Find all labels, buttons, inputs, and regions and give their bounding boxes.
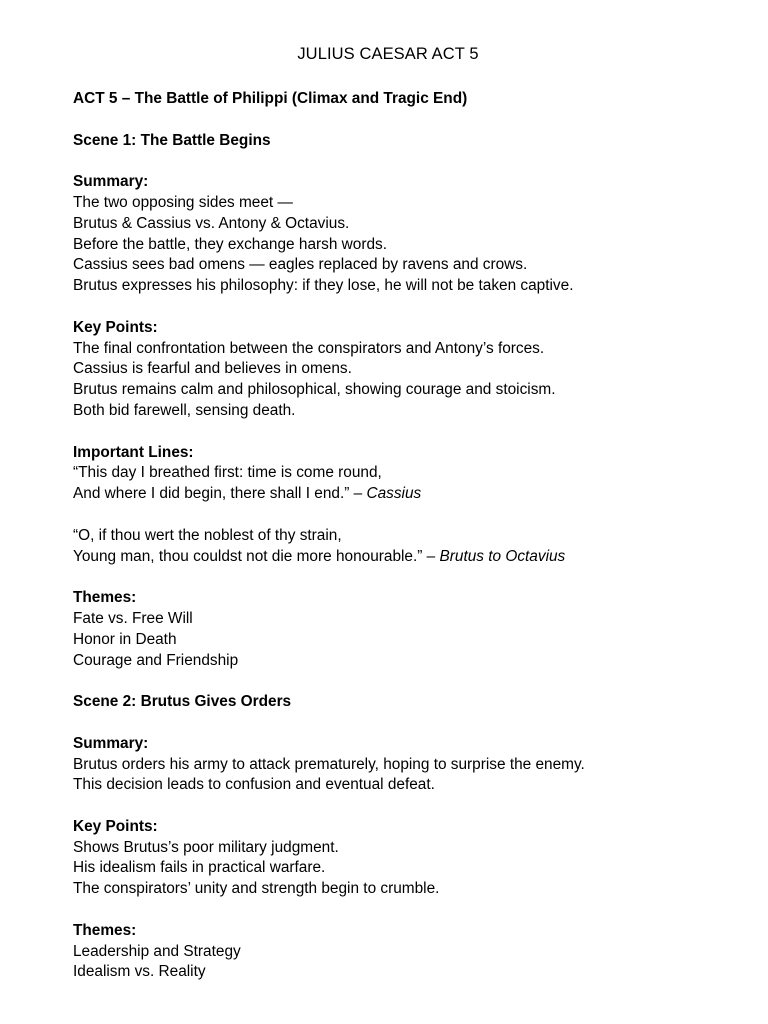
scene1-summary-line: Brutus & Cassius vs. Antony & Octavius. (73, 214, 350, 232)
scene1-key-point: The final confrontation between the conspirators and Antony’s forces. (73, 339, 545, 357)
act-heading: ACT 5 – The Battle of Philippi (Climax and Tragic End) (73, 90, 468, 107)
scene2-summary-line: Brutus orders his army to attack prematurely, hoping to surprise the enemy. (73, 755, 585, 773)
quote1-line1: “This day I breathed first: time is come round, (73, 464, 382, 482)
scene1-themes-heading: Themes: (73, 589, 137, 607)
scene1-key-point: Cassius is fearful and believes in omens. (73, 360, 352, 378)
document-body (73, 89, 733, 983)
scene1-key-point: Brutus remains calm and philosophical, showing courage and stoicism. (73, 381, 556, 399)
scene2-key-point: Shows Brutus’s poor military judgment. (73, 838, 339, 856)
quote2-line2 (73, 547, 733, 568)
quote2-speaker: Brutus to Octavius (439, 547, 566, 565)
scene2-theme: Idealism vs. Reality (73, 963, 206, 981)
scene2-key-points-heading: Key Points: (73, 817, 158, 835)
scene1-summary-line: Brutus expresses his philosophy: if they lose, he will not be taken captive. (73, 277, 574, 295)
scene1-theme: Honor in Death (73, 630, 177, 648)
scene1-summary-line: Cassius sees bad omens — eagles replaced by ravens and crows. (73, 256, 528, 274)
scene2-summary-heading: Summary: (73, 734, 149, 752)
quote2-line2-text: Young man, thou couldst not die more honourable.” – (73, 547, 436, 565)
scene1-key-points-heading: Key Points: (73, 318, 158, 336)
scene2-heading: Scene 2: Brutus Gives Orders (73, 693, 292, 711)
scene1-theme: Fate vs. Free Will (73, 609, 193, 627)
scene1-summary-line: The two opposing sides meet — (73, 193, 293, 211)
scene1-heading: Scene 1: The Battle Begins (73, 131, 271, 149)
scene1-summary-heading: Summary: (73, 173, 149, 191)
quote2-line1: “O, if thou wert the noblest of thy strain, (73, 526, 342, 544)
scene2-summary-line: This decision leads to confusion and eventual defeat. (73, 776, 435, 794)
scene2-key-point: His idealism fails in practical warfare. (73, 859, 326, 877)
scene1-summary-line: Before the battle, they exchange harsh words. (73, 235, 387, 253)
quote1-line2-text: And where I did begin, there shall I end.” – (73, 485, 363, 503)
scene2-theme: Leadership and Strategy (73, 942, 241, 960)
scene1-key-point: Both bid farewell, sensing death. (73, 401, 296, 419)
scene2-key-point: The conspirators’ unity and strength begin to crumble. (73, 880, 440, 898)
quote1-line2 (73, 484, 733, 505)
quote1-speaker: Cassius (366, 485, 422, 503)
scene2-themes-heading: Themes: (73, 921, 137, 939)
scene1-theme: Courage and Friendship (73, 651, 239, 669)
scene1-important-lines-heading: Important Lines: (73, 443, 194, 461)
document-title: JULIUS CAESAR ACT 5 (297, 45, 479, 63)
